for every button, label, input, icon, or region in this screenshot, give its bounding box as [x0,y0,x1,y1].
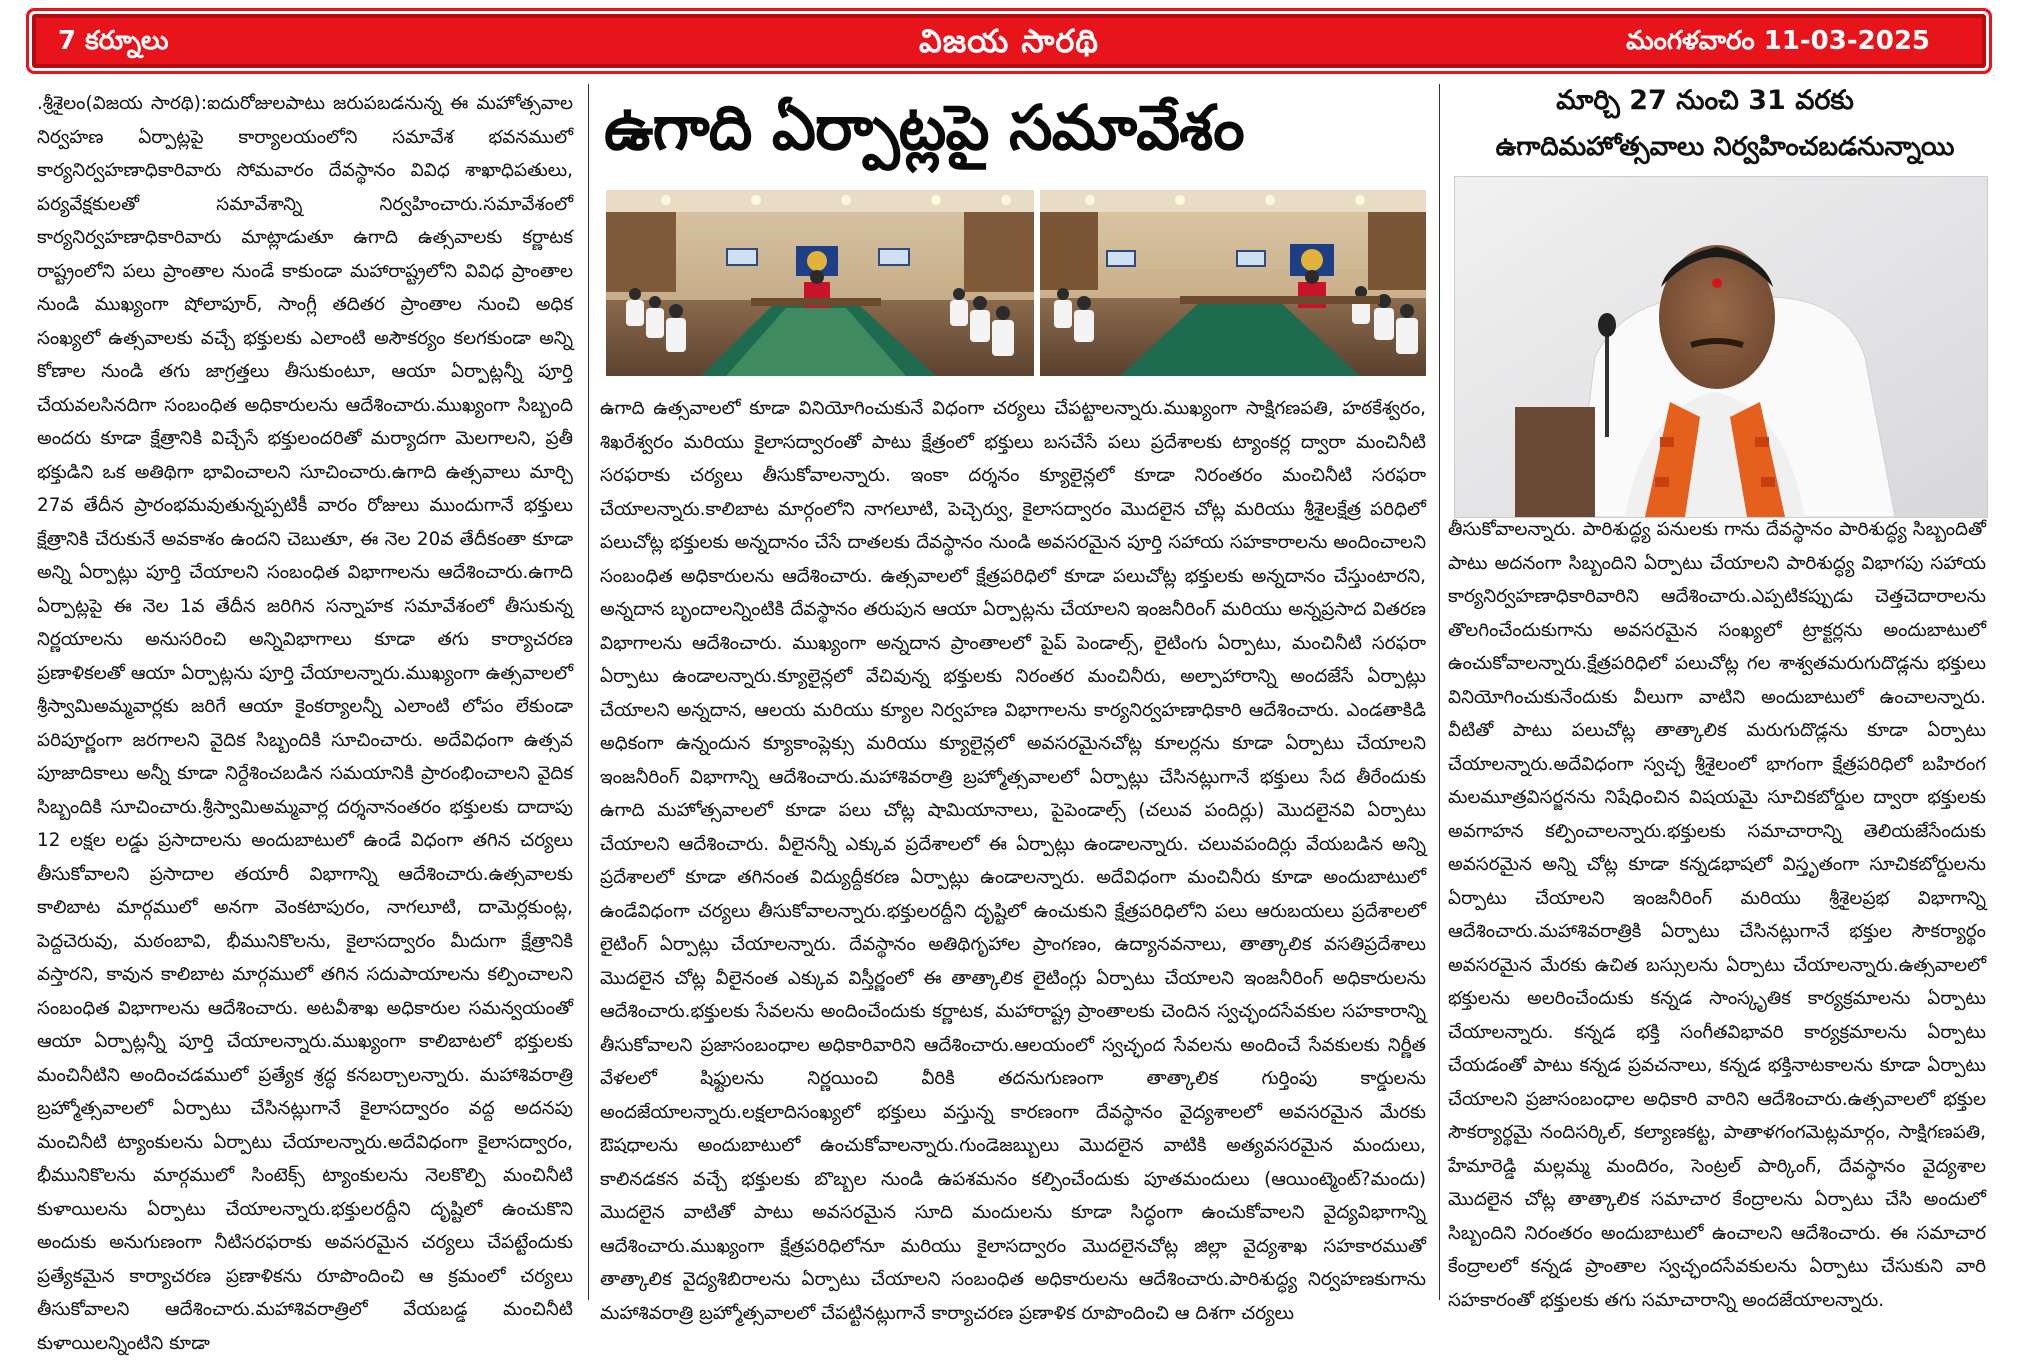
meeting-photos [606,190,1426,376]
article-column-left: .శ్రీశైలం(విజయ సారథి):ఐదురోజులపాటు జరుపబడనున్న ఈ మహోత్సవాల నిర్వహణ ఏర్పాట్లపై కార్యాలయంలోని సమావేశ భవనములో కార్యనిర్వహణాధికారివారు సోమవారం దేవస్థానం వివిధ శాఖాధిపతులు, పర్యవేక్షకులతో సమావేశాన్ని నిర్వహించారు.సమావేశంలో కార్యనిర్వహణాధికారివారు మాట్లాడుతూ ఉగాది ఉత్సవాలకు కర్ణాటక రాష్ట్రంలోని పలు ప్రాంతాల నుండే కాకుండా మహారాష్ట్రలోని వివిధ ప్రాంతాల నుండి ముఖ్యంగా షోలాపూర్, సాంగ్లీ తదితర ప్రాంతాల నుంచి అధిక సంఖ్యలో ఉత్సవాలకు వచ్చే భక్తులకు ఎలాంటి అసౌకర్యం కలగకుండా అన్ని కోణాల నుండి తగు జాగ్రత్తలు తీసుకుంటూ, ఆయా ఏర్పాట్లన్నీ పూర్తి చేయవలసినదిగా సంబంధిత అధికారులను ఆదేశించారు.ముఖ్యంగా సిబ్బంది అందరు కూడా క్షేత్రానికి విచ్చేసే భక్తులందరితో మర్యాదగా మెలగాలని, ప్రతీ భక్తుడిని ఒక అతిథిగా భావించాలని సూచించారు.ఉగాది ఉత్సవాలు మార్చి 27వ తేదీన ప్రారంభమవుతున్నప్పటికీ వారం రోజులు ముందుగానే భక్తులు క్షేత్రానికి చేరుకునే అవకాశం ఉందని చెబుతూ, ఈ నెల 20వ తేదీకంతా కూడా అన్ని ఏర్పాట్లు పూర్తి చేయాలని సంబంధిత విభాగాలను ఆదేశించారు.ఉగాది ఏర్పాట్లపై ఈ నెల 1వ తేదీన జరిగిన సన్నాహక సమావేశంలో తీసుకున్న నిర్ణయాలను అనుసరించి అన్నివిభాగాలు కూడా తగు కార్యాచరణ ప్రణాళికలతో ఆయా ఏర్పాట్లను పూర్తి చేయాలన్నారు.ముఖ్యంగా ఉత్సవాలలో శ్రీస్వామిఅమ్మవార్లకు జరిగే ఆయా కైంకర్యాలన్నీ ఎలాంటి లోపం లేకుండా పరిపూర్ణంగా జరగాలని వైదిక సిబ్బందికి సూచించారు. అదేవిధంగా ఉత్సవ పూజాదికాలు అన్నీ కూడా నిర్దేశించబడిన సమయానికి ప్రారంభించాలని వైదిక సిబ్బందికి సూచించారు.శ్రీస్వామిఅమ్మవార్ల దర్శనానంతరం భక్తులకు దాదాపు 12 లక్షల లడ్డు ప్రసాదాలను అందుబాటులో ఉండే విధంగా తగిన చర్యలు తీసుకోవాలని ప్రసాదాల తయారీ విభాగాన్ని ఆదేశించారు.ఉత్సవాలకు కాలిబాట మార్గములో అనగా వెంకటాపురం, నాగలూటి, దామెర్లకుంట్ల, పెద్దచెరువు, మఠంబావి, భీమునికొలను, కైలాసద్వారం మీదుగా క్షేత్రానికి వస్తారని, కావున కాలిబాట మార్గములో తగిన సదుపాయాలను కల్పించాలని సంబంధిత విభాగాలను ఆదేశించారు. అటవీశాఖ అధికారుల సమన్వయంతో ఆయా ఏర్పాట్లన్నీ పూర్తి చేయాలన్నారు.ముఖ్యంగా కాలిబాటలో భక్తులకు మంచినీటిని అందించడములో ప్రత్యేక శ్రద్ధ కనబర్చాలన్నారు. మహాశివరాత్రి బ్రహ్మోత్సవాలలో ఏర్పాటు చేసినట్లుగానే కైలాసద్వారం వద్ద అదనపు మంచినీటి ట్యాంకులను ఏర్పాటు చేయాలన్నారు.అదేవిధంగా కైలాసద్వారం, భీమునికొలను మార్గములో సింటెక్స్ ట్యాంకులను నెలకొల్పి మంచినీటి కుళాయిలను ఏర్పాటు చేయాలన్నారు.భక్తులరద్దీని దృష్టిలో ఉంచుకొని అందుకు అనుగుణంగా నీటిసరఫరాకు అవసరమైన చర్యలు చేపట్టేందుకు ప్రత్యేకమైన కార్యాచరణ ప్రణాళికను రూపొందించి ఆ క్రమంలో చర్యలు తీసుకోవాలని ఆదేశించారు.మహాశివరాత్రిలో వేయబడ్డ మంచినీటి కుళాయిలన్నింటిని కూడా [37,93,573,1354]
newspaper-title: విజయ సారథి [919,22,1099,60]
officer-portrait-photo [1454,176,1988,518]
page-number: 7 కర్నూలు [58,26,169,56]
issue-date: మంగళవారం 11-03-2025 [1626,26,1930,56]
headline: ఉగాది ఏర్పాట్లపై సమావేశం [604,91,1244,164]
column-divider [1439,84,1440,1300]
article-column-middle: ఉగాది ఉత్సవాలలో కూడా వినియోగించుకునే విధంగా చర్యలు చేపట్టాలన్నారు.ముఖ్యంగా సాక్షిగణపతి, హఠకేశ్వరం, శిఖరేశ్వరం మరియు కైలాసద్వారంతో పాటు క్షేత్రంలో భక్తులు బసచేసే పలు ప్రదేశాలకు ట్యాంకర్ల ద్వారా మంచినీటి సరఫరాకు చర్యలు తీసుకోవాలన్నారు. ఇంకా దర్శనం క్యూలైన్లలో కూడా నిరంతరం మంచినీటి సరఫరా చేయాలన్నారు.కాలిబాట మార్గంలోని నాగలూటి, పెచ్చెర్వు, కైలాసద్వారం మొదలైన చోట్ల మరియు శ్రీశైలక్షేత్ర పరిధిలో పలుచోట్ల భక్తులకు అన్నదానం చేసే దాతలకు దేవస్థానం నుండి అవసరమైన పూర్తి సహాయ సహకారాలను అందించాలని సంబంధిత అధికారులను ఆదేశించారు. ఉత్సవాలలో క్షేత్రపరిధిలో కూడా పలుచోట్ల భక్తులకు అన్నదానం చేస్తుంటారని, అన్నదాన బృందాలన్నింటికి దేవస్థానం తరుపున ఆయా ఏర్పాట్లను చేయాలని ఇంజనీరింగ్ మరియు అన్నప్రసాద వితరణ విభాగాలను ఆదేశించారు. ముఖ్యంగా అన్నదాన ప్రాంతాలలో పైప్ పెండాల్స్, లైటింగు ఏర్పాటు, మంచినీటి సరఫరా ఏర్పాటు ఉండాలన్నారు.క్యూలైన్లలో వేచివున్న భక్తులకు నిరంతర మంచినీరు, అల్పాహారాన్ని అందజేసే ఏర్పాట్లు చేయాలని అన్నదాన, ఆలయ మరియు క్యూల నిర్వహణ విభాగాలను కార్యనిర్వహణాధికారి ఆదేశించారు. ఎండతాకిడి అధికంగా ఉన్నందున క్యూకాంప్లెక్సు మరియు క్యూలైన్లలో అవసరమైనచోట్ల కూలర్లను కూడా ఏర్పాటు చేయాలని ఇంజనీరింగ్ విభాగాన్ని ఆదేశించారు.మహాశివరాత్రి బ్రహ్మోత్సవాలలో ఏర్పాట్లు చేసినట్లుగానే భక్తులు సేద తీరేందుకు ఉగాది మహోత్సవాలలో కూడా పలు చోట్ల షామియానాలు, పైపెండాల్స్ (చలువ పందిర్లు) మొదలైనవి ఏర్పాటు చేయాలని ఆదేశించారు. వీలైనన్నీ ఎక్కువ ప్రదేశాలలో ఈ ఏర్పాట్లు ఉండాలన్నారు. చలువపందిర్లు వేయబడిన అన్ని ప్రదేశాలలో కూడా తగినంత విద్యుద్దీకరణ ఏర్పాట్లు ఉండాలన్నారు. అదేవిధంగా మంచినీరు కూడా అందుబాటులో ఉండేవిధంగా చర్యలు తీసుకోవాలన్నారు.భక్తులరద్దీని దృష్టిలో ఉంచుకుని క్షేత్రపరిధిలోని పలు ఆరుబయలు ప్రదేశాలలో లైటింగ్ ఏర్పాట్లు చేయాలన్నారు. దేవస్థానం అతిథిగృహాల ప్రాంగణం, ఉద్యానవనాలు, తాత్కాలిక వసతిప్రదేశాలు మొదలైన చోట్ల వీలైనంత ఎక్కువ విస్తీర్ణంలో ఈ తాత్కాలిక లైటింగ్లు ఏర్పాటు చేయాలని ఇంజనీరింగ్ అధికారులను ఆదేశించారు.భక్తులకు సేవలను అందించేందుకు కర్ణాటక, మహారాష్ట్ర ప్రాంతాలకు చెందిన స్వచ్ఛందసేవకుల సహకారాన్ని తీసుకోవాలని ప్రజాసంబంధాల అధికారివారిని ఆదేశించారు.ఆలయంలో స్వచ్ఛంద సేవలను అందించే సేవకులకు నిర్ణీత వేళలలో షిఫ్టులను నిర్ణయించి వీరికి తదనుగుణంగా తాత్కాలిక గుర్తింపు కార్డులను అందజేయాలన్నారు.లక్షలాదిసంఖ్యలో భక్తులు వస్తున్న కారణంగా దేవస్థానం వైద్యశాలలో అవసరమైన మేరకు ఔషధాలను అందుబాటులో ఉంచుకోవాలన్నారు.గుండెజబ్బులు మొదలైన వాటికి అత్యవసరమైన మందులు, కాలినడకన వచ్చే భక్తులకు బొబ్బల నుండి ఉపశమనం కల్పించేందుకు పూతమందులు (ఆయింట్మెంట్?మందు) మొదలైన వాటితో పాటు అవసరమైన సూది మందులను కూడా సిద్ధంగా ఉంచుకోవాలని వైద్యవిభాగాన్ని ఆదేశించారు.ముఖ్యంగా క్షేత్రపరిధిలోనూ మరియు కైలాసద్వారం మొదలైనచోట్ల జిల్లా వైద్యశాఖ సహకారముతో తాత్కాలిక వైద్యశిబిరాలను ఏర్పాటు చేయాలని సంబంధిత అధికారులను ఆదేశించారు.పారిశుద్ధ్య నిర్వహణకుగాను మహాశివరాత్రి బ్రహ్మోత్సవాలలో చేపట్టినట్లుగానే కార్యాచరణ ప్రణాళిక రూపొందించి ఆ దిశగా చర్యలు [600,398,1426,1324]
subheadline-dates: మార్చి 27 నుంచి 31 వరకు [1556,85,1854,116]
subheadline-festival: ఉగాదిమహోత్సవాలు నిర్వహించబడనున్నాయి [1495,132,1955,162]
article-column-right: తీసుకోవాలన్నారు. పారిశుద్ధ్య పనులకు గాను దేవస్థానం పారిశుద్ధ్య సిబ్బందితో పాటు అదనంగా సిబ్బందిని ఏర్పాటు చేయాలని పారిశుద్ధ్య విభాగపు సహాయ కార్యనిర్వహణాధికారివారిని ఆదేశించారు.ఎప్పటికప్పుడు చెత్తచెదారాలను తొలగించేందుకుగాను అవసరమైన సంఖ్యలో ట్రాక్టర్లను అందుబాటులో ఉంచుకోవాలన్నారు.క్షేత్రపరిధిలో పలుచోట్ల గల శాశ్వతమరుగుదొడ్లను భక్తులు వినియోగించుకునేందుకు వీలుగా వాటిని అందుబాటులో ఉంచాలన్నారు. వీటితో పాటు పలుచోట్ల తాత్కాలిక మరుగుదొడ్లను కూడా ఏర్పాటు చేయాలన్నారు.అదేవిధంగా స్వచ్ఛ శ్రీశైలంలో భాగంగా క్షేత్రపరిధిలో బహిరంగ మలమూత్రవిసర్జనను నిషేధించిన విషయమై సూచికబోర్డుల ద్వారా భక్తులకు అవగాహన కల్పించాలన్నారు.భక్తులకు సమాచారాన్ని తెలియజేసేందుకు అవసరమైన అన్ని చోట్ల కూడా కన్నడభాషలో విస్తృతంగా సూచికబోర్డులను ఏర్పాటు చేయాలని ఇంజనీరింగ్ మరియు శ్రీశైలప్రభ విభాగాన్ని ఆదేశించారు.మహాశివరాత్రికి ఏర్పాటు చేసినట్లుగానే భక్తుల సౌకర్యార్థం అవసరమైన మేరకు ఉచిత బస్సులను ఏర్పాటు చేయాలన్నారు.ఉత్సవాలలో భక్తులను అలరించేందుకు కన్నడ సాంస్కృతిక కార్యక్రమాలను ఏర్పాటు చేయాలన్నారు. కన్నడ భక్తి సంగీతవిభావరి కార్యక్రమాలను ఏర్పాటు చేయడంతో పాటు కన్నడ ప్రవచనాలు, కన్నడ భక్తినాటకాలను కూడా ఏర్పాటు చేయాలని ప్రజాసంబంధాల అధికారి వారిని ఆదేశించారు.ఉత్సవాలలో భక్తుల సౌకర్యార్థమై నందిసర్కిల్, కల్యాణకట్ట, పాతాళగంగమెట్లమార్గం, సాక్షిగణపతి, హేమారెడ్డి మల్లమ్మ మందిరం, సెంట్రల్ పార్కింగ్, దేవస్థానం వైద్యశాల మొదలైన చోట్ల తాత్కాలిక సమాచార కేంద్రాలను ఏర్పాటు చేసి అందులో సిబ్బందిని నిరంతరం అందుబాటులో ఉంచాలని ఆదేశించారు. ఈ సమాచార కేంద్రాలలో కన్నడ ప్రాంతాల స్వచ్ఛందసేవకులను ఏర్పాటు చేసుకుని వారి సహకారంతో భక్తులకు తగు సమాచారాన్ని అందజేయాలన్నారు. [1448,519,1986,1311]
meeting-photo-left [606,190,1034,376]
masthead [32,14,1986,68]
column-divider [588,84,589,1300]
meeting-photo-right [1040,190,1426,376]
